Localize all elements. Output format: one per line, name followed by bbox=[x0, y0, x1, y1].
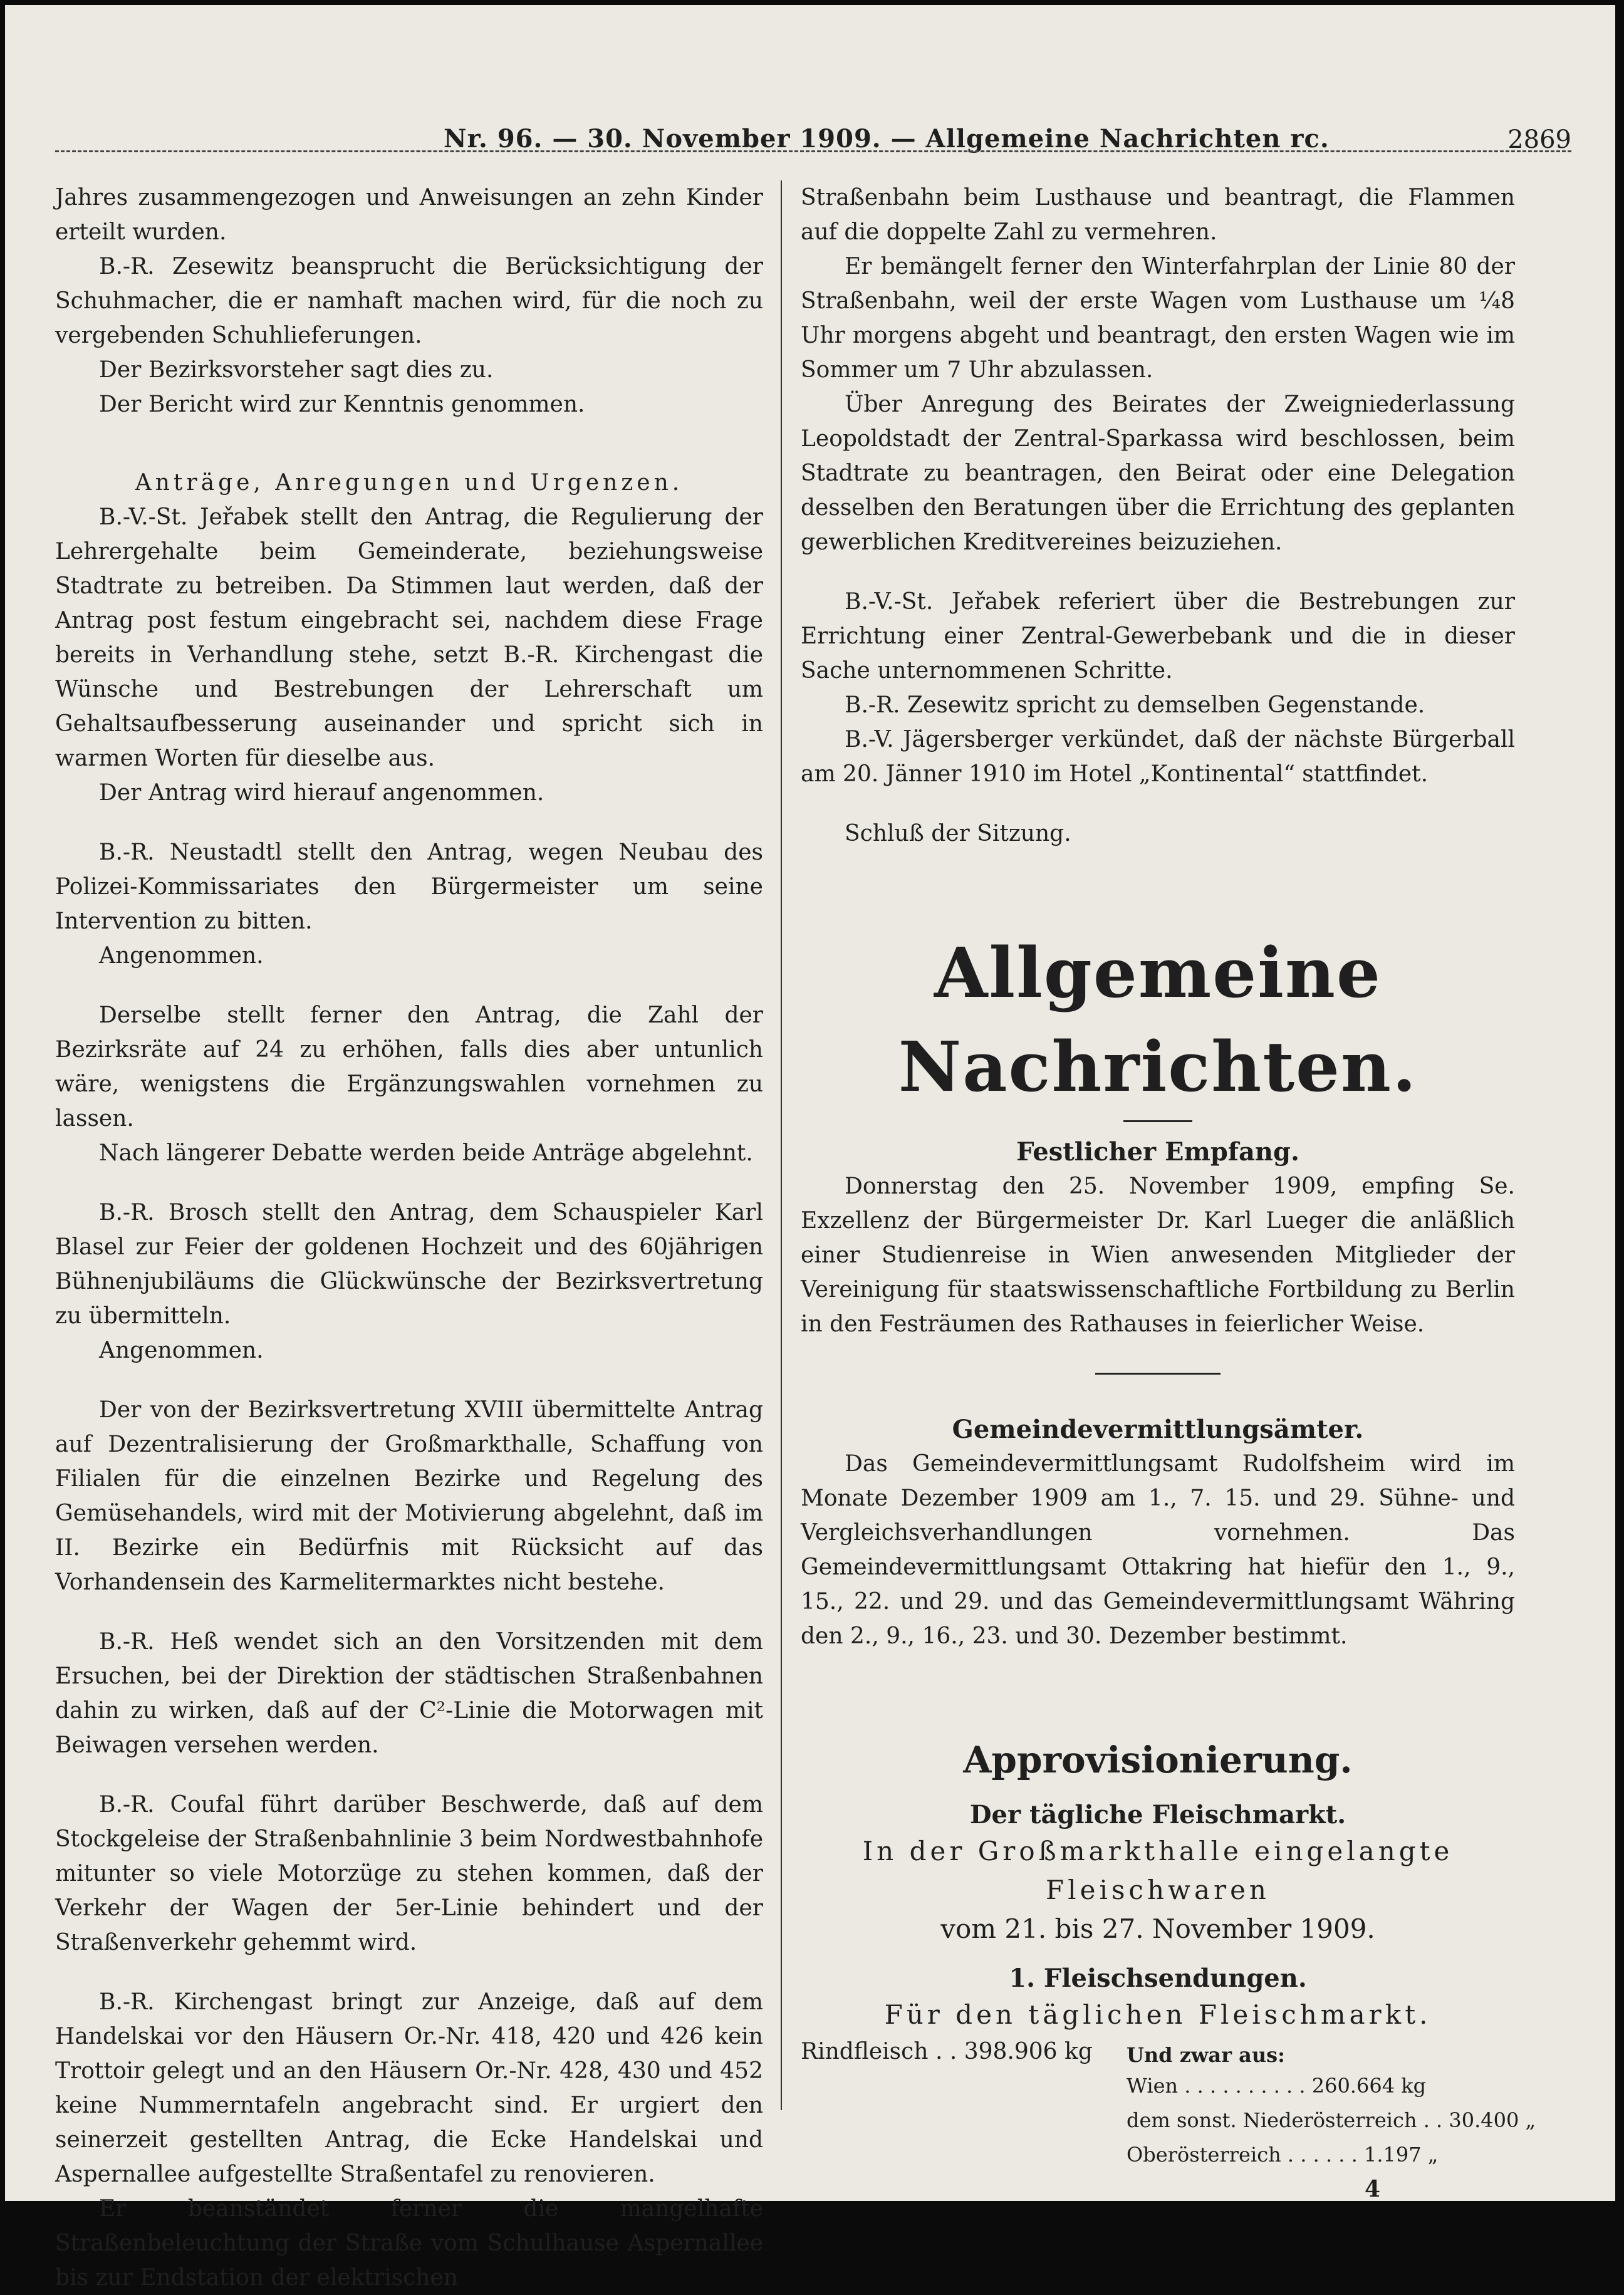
paragraph: B.-R. Brosch stellt den Antrag, dem Schauspieler Karl Blasel zur Feier der goldenen Hochzeit und des 60jährigen Bühnenjubiläums die Glückwünsche der Bezirksvertretung zu übermitteln. bbox=[55, 1200, 763, 1329]
page-number: 2869 bbox=[1507, 125, 1571, 154]
paragraph: Derselbe stellt ferner den Antrag, die Zahl der Bezirksräte auf 24 zu erhöhen, falls dies aber untunlich wäre, wenigstens die Ergänzungswahlen vornehmen zu lassen. bbox=[55, 1002, 763, 1132]
origin-niederoesterreich: dem sonst. Niederösterreich . . 30.400 „ bbox=[1127, 2108, 1536, 2132]
right-column bbox=[801, 180, 1536, 2207]
table-subcaption: Für den täglichen Fleischmarkt. bbox=[884, 1999, 1432, 2030]
paragraph: B.-R. Zesewitz beansprucht die Berücksichtigung der Schuhmacher, die er namhaft machen wird, für die noch zu vergebenden Schuhlieferungen. bbox=[55, 254, 763, 348]
paragraph: Der Antrag wird hierauf angenommen. bbox=[99, 780, 544, 806]
subheading-fleischsendungen: 1. Fleischsendungen. bbox=[1009, 1964, 1307, 1993]
origin-oberoesterreich: Oberösterreich . . . . . . 1.197 „ bbox=[1127, 2143, 1439, 2167]
paragraph: Donnerstag den 25. November 1909, empfing Se. Exzellenz der Bürgermeister Dr. Karl Lueger die anläßlich einer Studienreise in Wien anwesenden Mitglieder der Vereinigung für staatswissenschaftliche Fortbildung zu Berlin in den Festräumen des Rathauses in feierlicher Weise. bbox=[801, 1174, 1515, 1337]
beef-total: Rindfleisch . . 398.906 kg bbox=[801, 2039, 1093, 2064]
paragraph: Der Bericht wird zur Kenntnis genommen. bbox=[99, 392, 585, 417]
paragraph: Der von der Bezirksvertretung XVIII übermittelte Antrag auf Dezentralisierung der Großmarkthalle, Schaffung von Filialen für die einzelnen Bezirke und Regelung des Gemüsehandels, wird mit der Motivierung abgelehnt, daß im II. Bezirke ein Bedürfnis mit Rücksicht auf das Vorhandensein des Karmelitermarktes nicht bestehe. bbox=[55, 1397, 763, 1595]
table-row bbox=[801, 2069, 1515, 2103]
newspaper-page bbox=[5, 5, 1615, 2291]
paragraph: B.-R. Neustadtl stellt den Antrag, wegen Neubau des Polizei-Kommissariates den Bürgermeister um seine Intervention zu bitten. bbox=[55, 840, 763, 934]
subheading-fleischmarkt: Der tägliche Fleischmarkt. bbox=[969, 1800, 1346, 1829]
paragraph: Er bemängelt ferner den Winterfahrplan der Linie 80 der Straßenbahn, weil der erste Wagen vom Lusthause um ¼8 Uhr morgens abgeht und beantragt, den ersten Wagen wie im Sommer um 7 Uhr abzulassen. bbox=[801, 254, 1515, 383]
left-column bbox=[55, 180, 763, 2295]
page-header bbox=[55, 118, 1571, 162]
paragraph: Angenommen. bbox=[99, 1338, 264, 1363]
origin-wien: Wien . . . . . . . . . . 260.664 kg bbox=[1127, 2074, 1427, 2098]
table-row bbox=[801, 2172, 1515, 2207]
table-row bbox=[801, 2138, 1515, 2172]
paragraph: B.-V.-St. Jeřabek referiert über die Bestrebungen zur Errichtung einer Zentral-Gewerbebank und die in dieser Sache unternommenen Schritte. bbox=[801, 589, 1515, 684]
paragraph: Straßenbahn beim Lusthause und beantragt, die Flammen auf die doppelte Zahl zu vermehren. bbox=[801, 185, 1515, 245]
header-rule bbox=[55, 150, 1571, 152]
paragraph: B.-R. Kirchengast bringt zur Anzeige, daß auf dem Handelskai vor den Häusern Or.-Nr. 418, 420 und 426 kein Trottoir gelegt und an den Häusern Or.-Nr. 428, 430 und 452 keine Nummerntafeln angebracht sind. Er urgiert den seinerzeit gestellten Antrag, die Ecke Handelskai und Aspernallee aufgestellte Straßentafel zu renovieren. bbox=[55, 1989, 763, 2187]
paragraph: Nach längerer Debatte werden beide Anträge abgelehnt. bbox=[99, 1140, 753, 1166]
section-title-allgemeine-nachrichten: Allgemeine Nachrichten. bbox=[898, 932, 1418, 1107]
running-title: Nr. 96. — 30. November 1909. — Allgemeine Nachrichten rc. bbox=[444, 124, 1330, 154]
paragraph: Das Gemeindevermittlungsamt Rudolfsheim wird im Monate Dezember 1909 am 1., 7. 15. und 29. Sühne- und Vergleichsverhandlungen vornehmen. Das Gemeindevermittlungsamt Ottakring hat hiefür den 1., 9., 15., 22. und 29. und das Gemeindevermittlungsamt Währing den 2., 9., 16., 23. und 30. Dezember bestimmt. bbox=[801, 1451, 1515, 1649]
table-caption: In der Großmarkthalle eingelangte Fleischwaren bbox=[862, 1836, 1454, 1905]
short-rule bbox=[1123, 1120, 1192, 1122]
paragraph: B.-V.-St. Jeřabek stellt den Antrag, die Regulierung der Lehrergehalte beim Gemeinderate, beziehungsweise Stadtrate zu betreiben. Da Stimmen laut werden, daß der Antrag post festum eingebracht sei, nachdem diese Frage bereits in Verhandlung stehe, setzt B.-R. Kirchengast die Wünsche und Bestrebungen der Lehrerschaft um Gehaltsaufbesserung auseinander und spricht sich in warmen Worten für dieselbe aus. bbox=[55, 504, 763, 771]
paragraph: Schluß der Sitzung. bbox=[845, 821, 1071, 846]
section-title-approvisionierung: Approvisionierung. bbox=[963, 1739, 1353, 1781]
subheading-festlicher-empfang: Festlicher Empfang. bbox=[1016, 1137, 1299, 1167]
short-rule bbox=[1095, 1373, 1221, 1375]
paragraph: B.-R. Zesewitz spricht zu demselben Gegenstande. bbox=[845, 692, 1425, 718]
paragraph: Der Bezirksvorsteher sagt dies zu. bbox=[99, 357, 494, 383]
section-heading: Anträge, Anregungen und Urgenzen. bbox=[135, 470, 684, 496]
paragraph: B.-R. Coufal führt darüber Beschwerde, daß auf dem Stockgeleise der Straßenbahnlinie 3 beim Nordwestbahnhofe mitunter so viele Motorzüge zu stehen kommen, daß der Verkehr der Wagen der 5er-Linie behindert und der Straßenverkehr gehemmt wird. bbox=[55, 1792, 763, 1955]
paragraph: Er beanständet ferner die mangelhafte Straßenbeleuchtung der Straße vom Schulhause Aspernallee bis zur Endstation der elektrischen bbox=[55, 2196, 763, 2291]
table-row bbox=[801, 2103, 1536, 2138]
column-divider bbox=[781, 180, 782, 2110]
paragraph: Jahres zusammengezogen und Anweisungen an zehn Kinder erteilt wurden. bbox=[55, 185, 763, 245]
paragraph: B.-R. Heß wendet sich an den Vorsitzenden mit dem Ersuchen, bei der Direktion der städtischen Straßenbahnen dahin zu wirken, daß auf der C²-Linie die Motorwagen mit Beiwagen versehen werden. bbox=[55, 1629, 763, 1758]
paragraph: B.-V. Jägersberger verkündet, daß der nächste Bürgerball am 20. Jänner 1910 im Hotel „Kontinental“ stattfindet. bbox=[801, 727, 1515, 787]
table-caption-dates: vom 21. bis 27. November 1909. bbox=[940, 1913, 1375, 1944]
subheading-gemeindevermittlungsaemter: Gemeindevermittlungsämter. bbox=[952, 1415, 1364, 1444]
paragraph: Über Anregung des Beirates der Zweigniederlassung Leopoldstadt der Zentral-Sparkassa wird beschlossen, beim Stadtrate zu beantragen, den Beirat oder eine Delegation desselben den Beratungen über die Errichtung des geplanten gewerblichen Kreditvereines beizuziehen. bbox=[801, 392, 1515, 555]
page-footer-number: 4 bbox=[1365, 2176, 1381, 2202]
table-row bbox=[801, 2034, 1515, 2069]
paragraph: Angenommen. bbox=[99, 943, 264, 969]
origin-label: Und zwar aus: bbox=[1127, 2043, 1285, 2067]
